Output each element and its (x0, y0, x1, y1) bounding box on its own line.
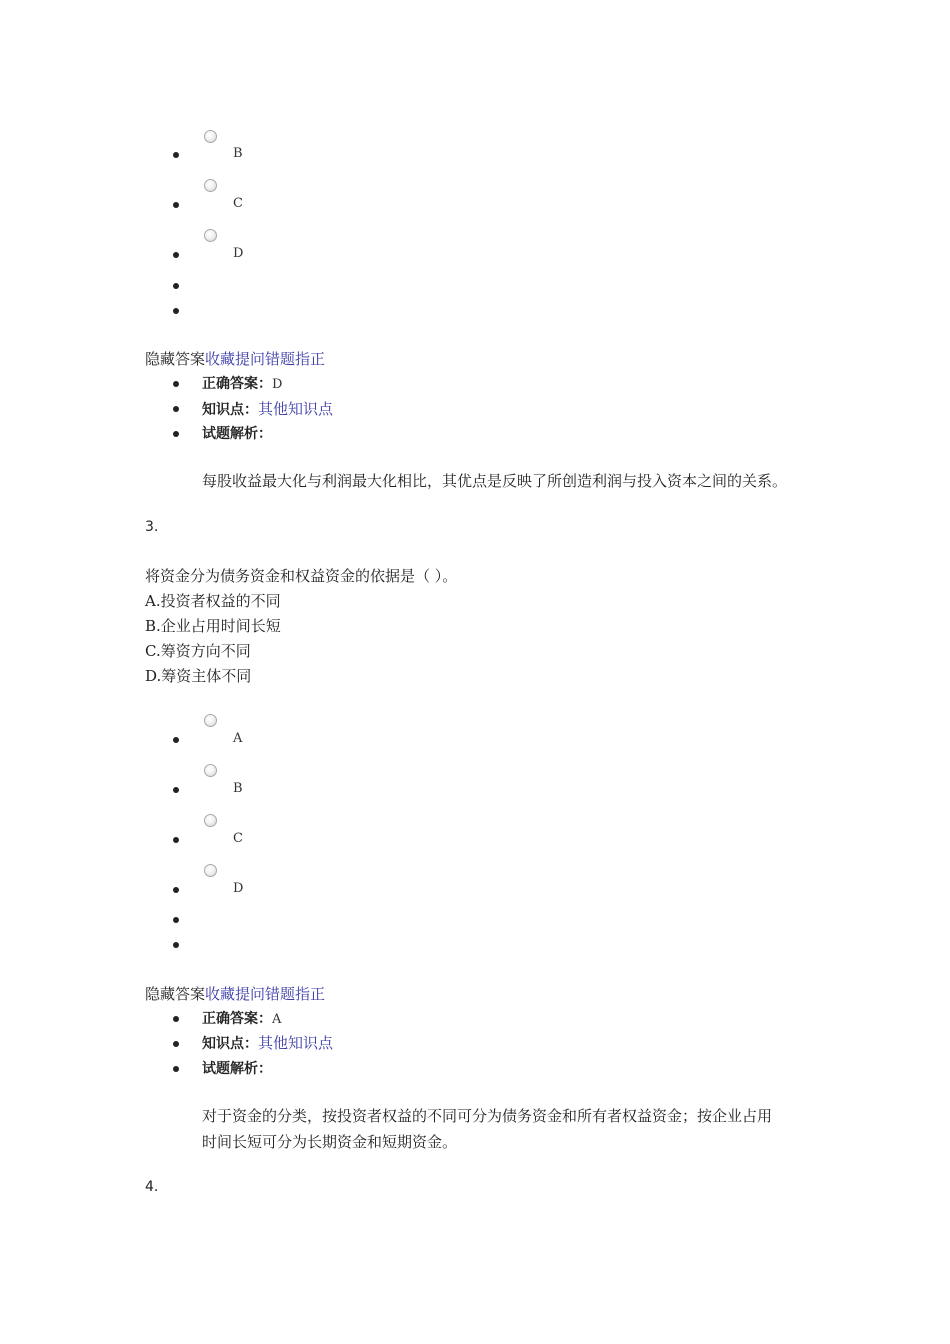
option-label: C (233, 196, 243, 211)
q3-correct-answer (202, 1008, 281, 1028)
empty-bullet (173, 283, 179, 289)
option-label: B (233, 781, 243, 796)
correct-answer-value: D (272, 377, 283, 392)
empty-bullet (173, 917, 179, 923)
q2-correct-answer (202, 373, 282, 393)
correct-answer-value: A (272, 1012, 282, 1027)
bullet (173, 406, 179, 412)
bullet (173, 381, 179, 387)
bullet (173, 152, 179, 158)
knowledge-label: 知识点： (202, 1036, 258, 1052)
bullet (173, 837, 179, 843)
q2-action-bar (145, 348, 325, 369)
correct-answer-label: 正确答案： (202, 376, 272, 392)
choice-text: B.企业占用时间长短 (145, 617, 281, 635)
radio-button[interactable] (204, 179, 217, 192)
hide-answer-link[interactable]: 隐藏答案 (145, 985, 206, 1003)
empty-bullet (173, 308, 179, 314)
question-number: 3. (145, 519, 159, 535)
knowledge-link[interactable]: 其他知识点 (258, 1034, 334, 1052)
ask-question-link[interactable]: 提问 (235, 350, 266, 368)
radio-button[interactable] (204, 814, 217, 827)
choice-text: A.投资者权益的不同 (145, 592, 281, 610)
choice-text: C.筹资方向不同 (145, 642, 251, 660)
option-label: A (233, 731, 243, 746)
q2-analysis-text: 每股收益最大化与利润最大化相比，其优点是反映了所创造利润与投入资本之间的关系。 (202, 472, 788, 490)
radio-button[interactable] (204, 764, 217, 777)
q3-analysis (202, 1058, 272, 1078)
bullet (173, 1041, 179, 1047)
q3-analysis-text-line2: 时间长短可分为长期资金和短期资金。 (202, 1133, 458, 1151)
option-label: D (233, 881, 244, 896)
option-label: B (233, 146, 243, 161)
knowledge-label: 知识点： (202, 402, 258, 418)
q2-analysis (202, 423, 272, 443)
bullet (173, 737, 179, 743)
ask-question-link[interactable]: 提问 (235, 985, 266, 1003)
q2-knowledge-point (202, 398, 333, 419)
empty-bullet (173, 942, 179, 948)
question-stem: 将资金分为债务资金和权益资金的依据是（ ）。 (145, 567, 458, 585)
favorite-link[interactable]: 收藏 (205, 985, 236, 1003)
analysis-label: 试题解析： (202, 426, 272, 442)
radio-button[interactable] (204, 130, 217, 143)
favorite-link[interactable]: 收藏 (205, 350, 236, 368)
q3-action-bar (145, 983, 325, 1004)
bullet (173, 202, 179, 208)
correct-answer-label: 正确答案： (202, 1011, 272, 1027)
bullet (173, 1016, 179, 1022)
option-label: C (233, 831, 243, 846)
q3-knowledge-point (202, 1032, 333, 1053)
bullet (173, 787, 179, 793)
report-error-link[interactable]: 错题指正 (265, 350, 326, 368)
bullet (173, 431, 179, 437)
analysis-label: 试题解析： (202, 1061, 272, 1077)
question-number: 4. (145, 1179, 159, 1195)
option-label: D (233, 246, 244, 261)
bullet (173, 252, 179, 258)
radio-button[interactable] (204, 714, 217, 727)
radio-button[interactable] (204, 864, 217, 877)
report-error-link[interactable]: 错题指正 (265, 985, 326, 1003)
bullet (173, 1066, 179, 1072)
bullet (173, 887, 179, 893)
knowledge-link[interactable]: 其他知识点 (258, 400, 334, 418)
radio-button[interactable] (204, 229, 217, 242)
hide-answer-link[interactable]: 隐藏答案 (145, 350, 206, 368)
choice-text: D.筹资主体不同 (145, 667, 252, 685)
q3-analysis-text-line1: 对于资金的分类，按投资者权益的不同可分为债务资金和所有者权益资金；按企业占用 (202, 1107, 773, 1125)
